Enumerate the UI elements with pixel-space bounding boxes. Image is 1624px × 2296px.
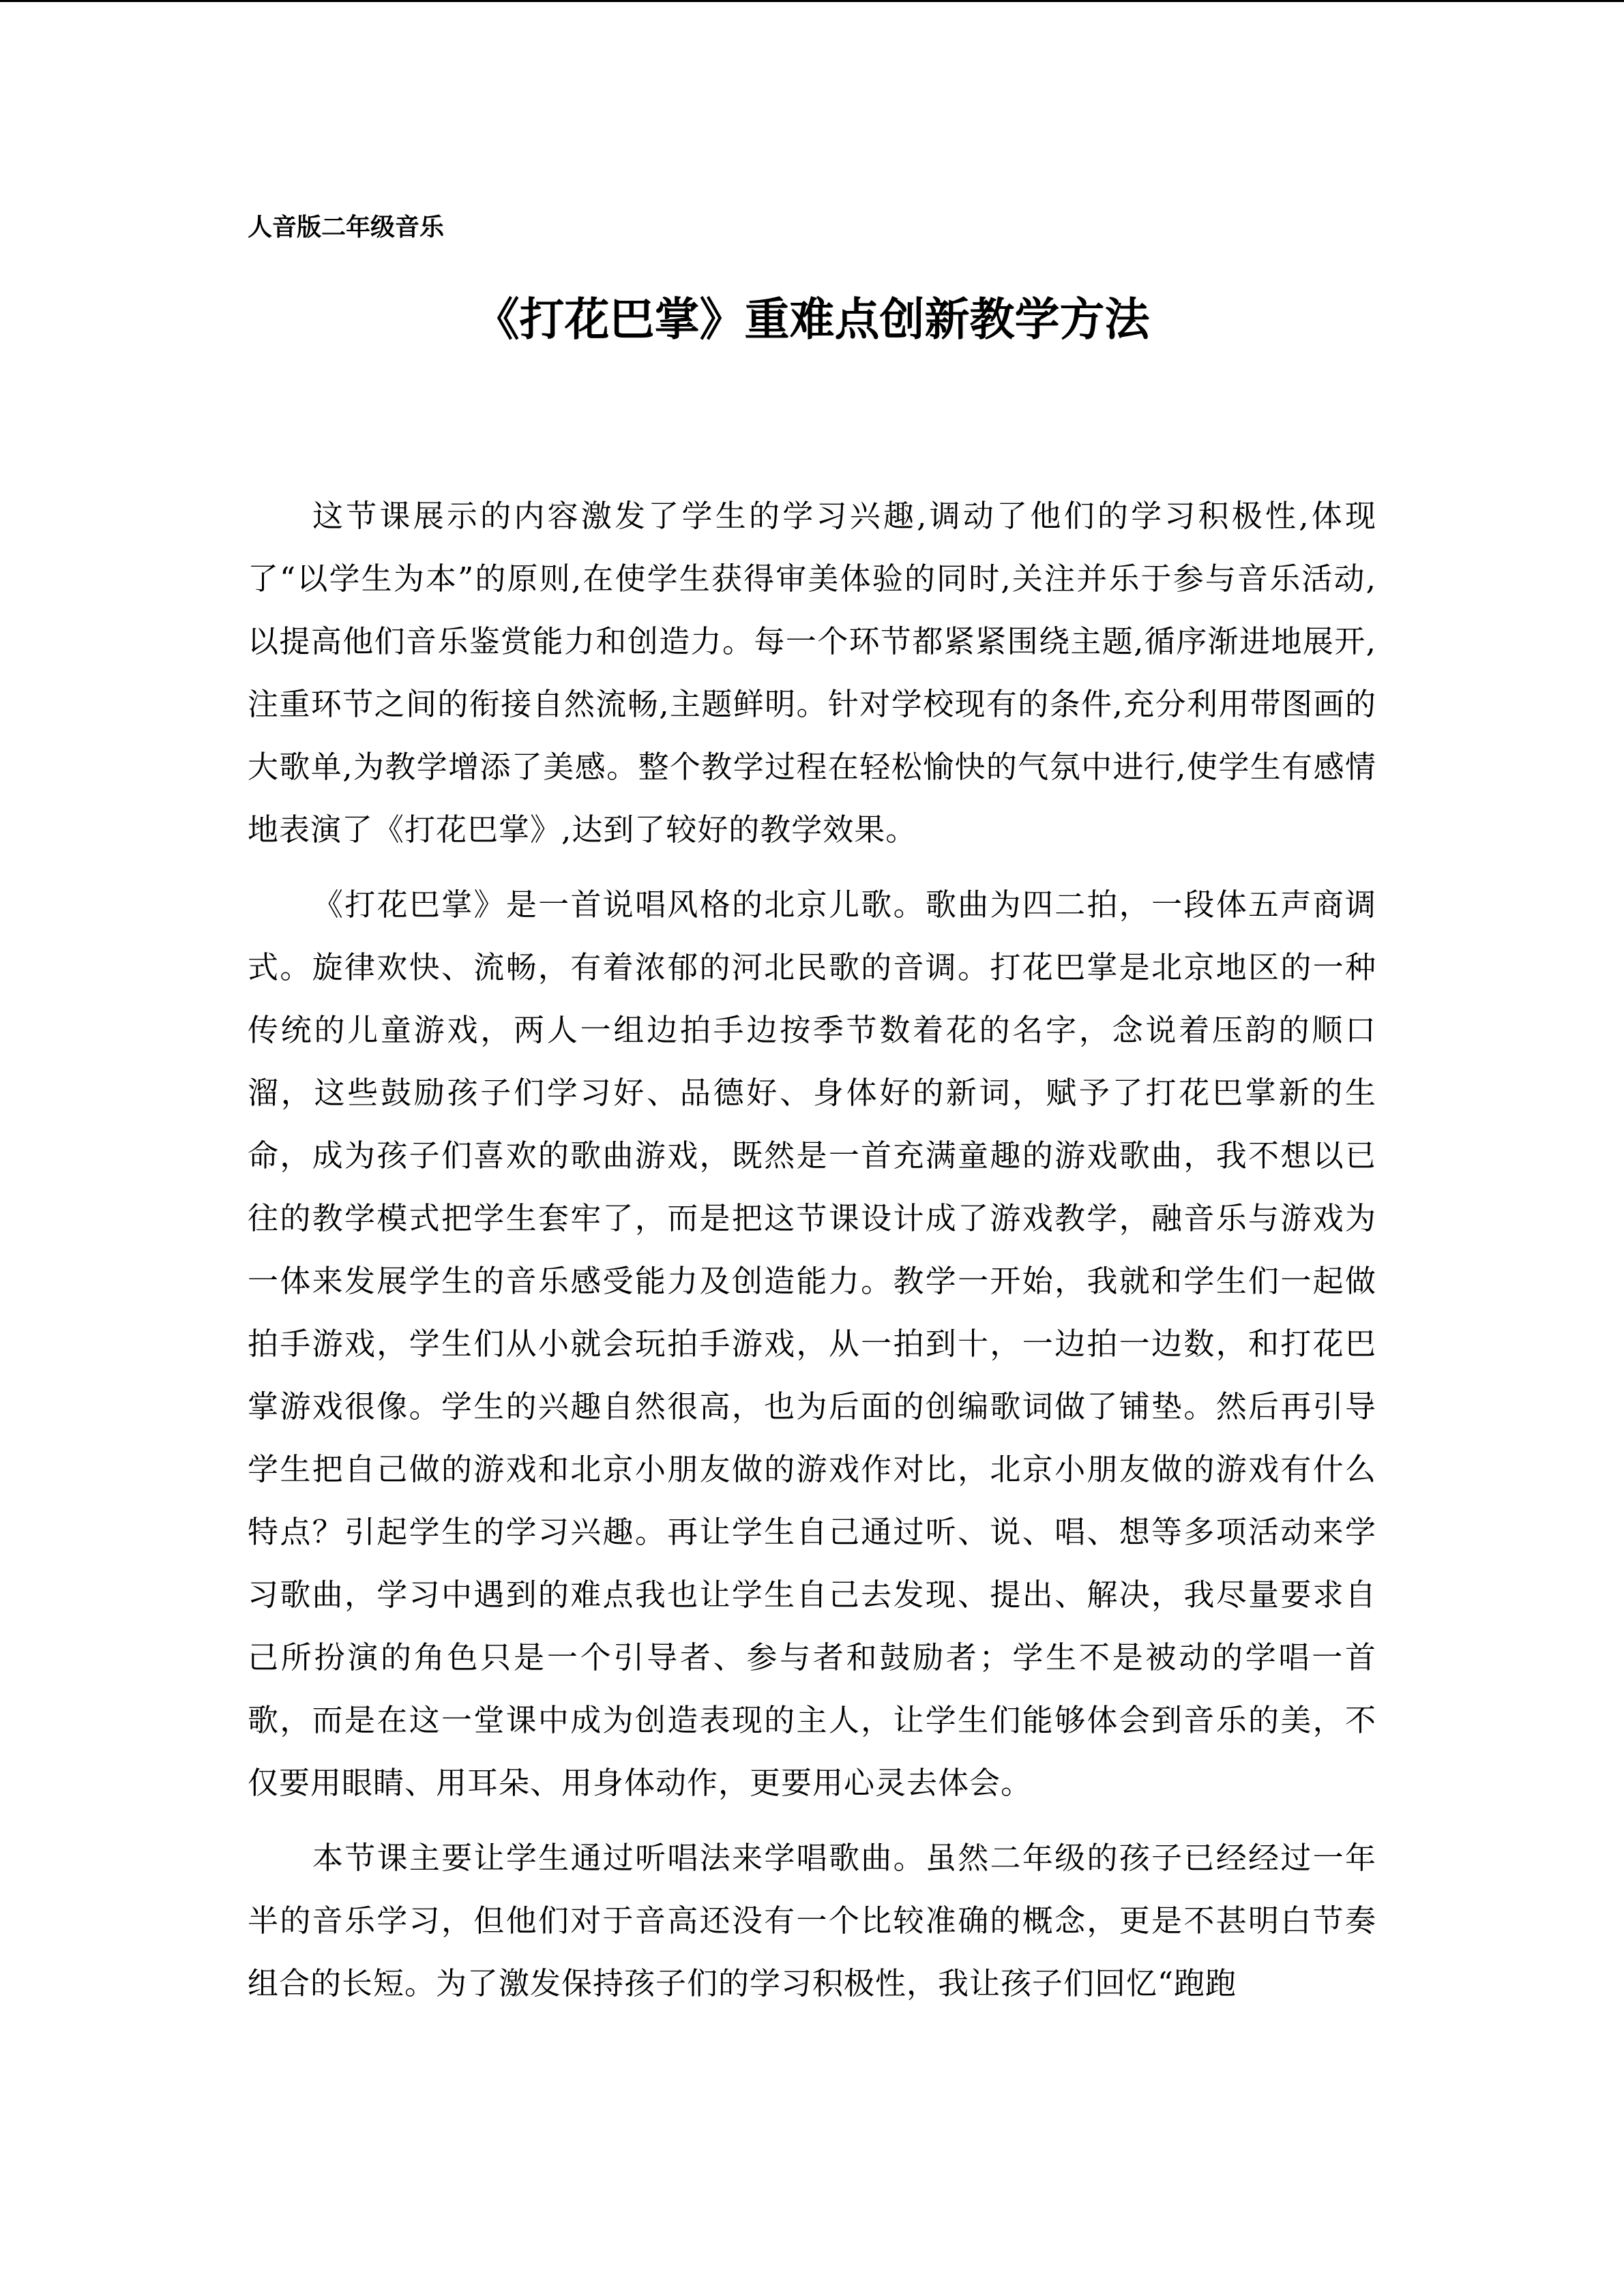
document-title: 《打花巴掌》重难点创新教学方法: [474, 293, 1150, 346]
document-body: [248, 485, 1376, 2027]
grade-label: 人音版二年级音乐: [248, 213, 445, 241]
paragraph-3: 本节课主要让学生通过听唱法来学唱歌曲。虽然二年级的孩子已经经过一年半的音乐学习，但他们对于音高还没有一个比较准确的概念，更是不甚明白节奏组合的长短。为了激发保持孩子们的学习积极性，我让孩子们回忆“跑跑: [248, 1840, 1376, 2001]
paragraph-1: 这节课展示的内容激发了学生的学习兴趣,调动了他们的学习积极性,体现了“以学生为本”的原则,在使学生获得审美体验的同时,关注并乐于参与音乐活动,以提高他们音乐鉴赏能力和创造力。每一个环节都紧紧围绕主题,循序渐进地展开,注重环节之间的衔接自然流畅,主题鲜明。针对学校现有的条件,充分利用带图画的大歌单,为教学增添了美感。整个教学过程在轻松愉快的气氛中进行,使学生有感情地表演了《打花巴掌》,达到了较好的教学效果。: [248, 498, 1376, 848]
paragraph-2: 《打花巴掌》是一首说唱风格的北京儿歌。歌曲为四二拍，一段体五声商调式。旋律欢快、流畅，有着浓郁的河北民歌的音调。打花巴掌是北京地区的一种传统的儿童游戏，两人一组边拍手边按季节数着花的名字，念说着压韵的顺口溜，这些鼓励孩子们学习好、品德好、身体好的新词，赋予了打花巴掌新的生命，成为孩子们喜欢的歌曲游戏，既然是一首充满童趣的游戏歌曲，我不想以已往的教学模式把学生套牢了，而是把这节课设计成了游戏教学，融音乐与游戏为一体来发展学生的音乐感受能力及创造能力。教学一开始，我就和学生们一起做拍手游戏，学生们从小就会玩拍手游戏，从一拍到十，一边拍一边数，和打花巴掌游戏很像。学生的兴趣自然很高，也为后面的创编歌词做了铺垫。然后再引导学生把自己做的游戏和北京小朋友做的游戏作对比，北京小朋友做的游戏有什么特点？引起学生的学习兴趣。再让学生自己通过听、说、唱、想等多项活动来学习歌曲，学习中遇到的难点我也让学生自己去发现、提出、解决，我尽量要求自己所扮演的角色只是一个引导者、参与者和鼓励者；学生不是被动的学唱一首歌，而是在这一堂课中成为创造表现的主人，让学生们能够体会到音乐的美，不仅要用眼睛、用耳朵、用身体动作，更要用心灵去体会。: [248, 886, 1376, 1801]
